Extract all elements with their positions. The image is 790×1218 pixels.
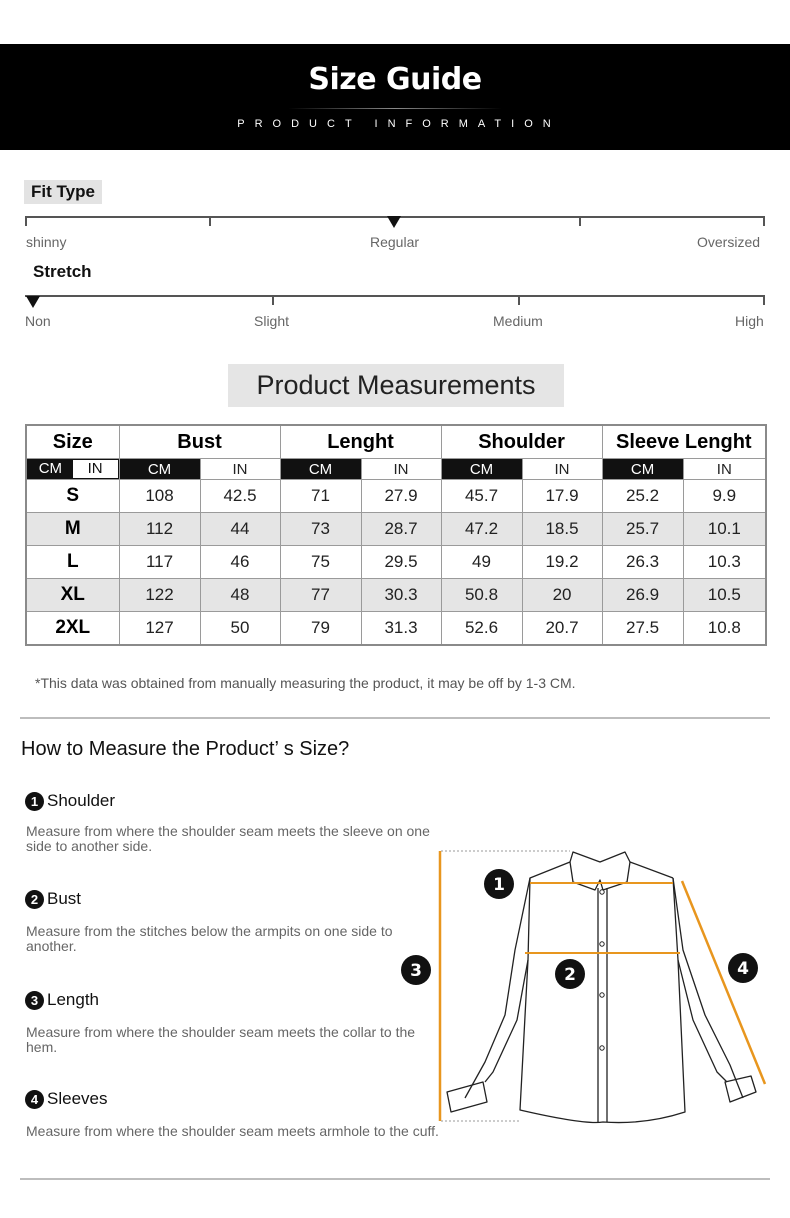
shirt-body xyxy=(520,878,685,1123)
step-length-desc: Measure from where the shoulder seam meets the collar to the hem. xyxy=(26,1024,416,1055)
shirt-collar xyxy=(570,852,630,890)
stretch-pointer-icon xyxy=(26,296,40,308)
fit-type-option-shinny: shinny xyxy=(26,234,67,250)
left-sleeve-inner xyxy=(485,960,528,1082)
howto-title: How to Measure the Product’ s Size? xyxy=(21,738,350,760)
unit-cm-label: CM xyxy=(602,459,683,480)
unit-in-label: IN xyxy=(522,459,602,480)
table-header-row xyxy=(26,425,766,459)
table-row xyxy=(26,612,766,646)
step-title-text: Bust xyxy=(47,889,82,908)
svg-text:1: 1 xyxy=(493,875,505,895)
cell-length-in: 29.5 xyxy=(361,546,441,579)
table-body xyxy=(26,480,766,646)
table-row xyxy=(26,513,766,546)
cell-shoulder-cm: 47.2 xyxy=(441,513,522,546)
cell-bust-cm: 108 xyxy=(119,480,200,513)
cell-sleeve-in: 10.3 xyxy=(683,546,766,579)
shirt-diagram-icon xyxy=(395,840,775,1130)
unit-in-label: IN xyxy=(73,460,118,478)
page-title: Size Guide xyxy=(308,62,482,97)
cell-length-cm: 75 xyxy=(280,546,361,579)
step-bust-desc: Measure from the stitches below the armpits on one side to another. xyxy=(26,923,393,954)
unit-in-label: IN xyxy=(200,459,280,480)
number-2-icon: 2 xyxy=(25,890,44,909)
shirt-button xyxy=(600,890,604,894)
column-header-bust: Bust xyxy=(119,425,280,459)
cell-size: M xyxy=(26,513,119,546)
measurement-note: *This data was obtained from manually measuring the product, it may be off by 1-3 CM. xyxy=(35,675,576,691)
cell-size: S xyxy=(26,480,119,513)
cell-sleeve-in: 9.9 xyxy=(683,480,766,513)
table-unit-row xyxy=(26,459,766,480)
cell-shoulder-in: 17.9 xyxy=(522,480,602,513)
unit-in-label: IN xyxy=(683,459,766,480)
marker-2-icon xyxy=(555,959,585,989)
cell-sleeve-cm: 25.7 xyxy=(602,513,683,546)
stretch-option-slight: Slight xyxy=(254,313,290,329)
cell-shoulder-in: 18.5 xyxy=(522,513,602,546)
number-3-icon: 3 xyxy=(25,991,44,1010)
right-cuff xyxy=(725,1076,756,1102)
cell-bust-cm: 112 xyxy=(119,513,200,546)
unit-cm-label: CM xyxy=(280,459,361,480)
fit-type-tick xyxy=(209,216,211,226)
unit-cm-label: CM xyxy=(119,459,200,480)
table-row xyxy=(26,480,766,513)
step-sleeves-title xyxy=(25,1089,107,1109)
fit-type-label: Fit Type xyxy=(24,180,102,204)
page-header xyxy=(0,44,790,150)
cell-sleeve-in: 10.1 xyxy=(683,513,766,546)
cell-length-in: 30.3 xyxy=(361,579,441,612)
cell-length-cm: 73 xyxy=(280,513,361,546)
cell-length-in: 27.9 xyxy=(361,480,441,513)
cell-shoulder-in: 20 xyxy=(522,579,602,612)
number-1-icon: 1 xyxy=(25,792,44,811)
table-row xyxy=(26,579,766,612)
stretch-tick xyxy=(763,295,765,305)
header-divider xyxy=(288,108,502,109)
column-header-shoulder: Shoulder xyxy=(441,425,602,459)
cell-length-in: 31.3 xyxy=(361,612,441,646)
step-shoulder-title xyxy=(25,791,115,811)
step-shoulder-desc: Measure from where the shoulder seam meets the sleeve on one side to another side. xyxy=(26,823,430,854)
fit-type-tick xyxy=(763,216,765,226)
cell-shoulder-cm: 45.7 xyxy=(441,480,522,513)
stretch-tick xyxy=(518,295,520,305)
cell-length-in: 28.7 xyxy=(361,513,441,546)
cell-bust-cm: 122 xyxy=(119,579,200,612)
cell-sleeve-in: 10.8 xyxy=(683,612,766,646)
shirt-button xyxy=(600,1046,604,1050)
right-sleeve-outer xyxy=(673,878,743,1098)
step-length-title xyxy=(25,990,99,1010)
unit-in-label: IN xyxy=(361,459,441,480)
number-4-icon: 4 xyxy=(25,1090,44,1109)
cell-sleeve-in: 10.5 xyxy=(683,579,766,612)
unit-cm-label: CM xyxy=(441,459,522,480)
cell-size: 2XL xyxy=(26,612,119,646)
size-unit-cell xyxy=(26,459,119,480)
cell-bust-cm: 127 xyxy=(119,612,200,646)
size-table xyxy=(25,424,767,646)
cell-length-cm: 79 xyxy=(280,612,361,646)
marker-3-icon xyxy=(401,955,431,985)
column-header-length: Lenght xyxy=(280,425,441,459)
step-title-text: Length xyxy=(47,990,99,1009)
section-divider xyxy=(20,717,770,719)
stretch-option-non: Non xyxy=(25,313,51,329)
fit-type-tick xyxy=(25,216,27,226)
left-sleeve-outer xyxy=(465,862,570,1098)
step-sleeves-desc: Measure from where the shoulder seam meets armhole to the cuff. xyxy=(26,1123,439,1139)
cell-shoulder-cm: 52.6 xyxy=(441,612,522,646)
step-title-text: Sleeves xyxy=(47,1089,108,1108)
step-title-text: Shoulder xyxy=(47,791,116,810)
column-header-sleeve: Sleeve Lenght xyxy=(602,425,766,459)
table-row xyxy=(26,546,766,579)
cell-sleeve-cm: 25.2 xyxy=(602,480,683,513)
marker-1-icon xyxy=(484,869,514,899)
cell-length-cm: 71 xyxy=(280,480,361,513)
unit-cm-label: CM xyxy=(28,460,73,478)
stretch-tick xyxy=(272,295,274,305)
step-bust-title xyxy=(25,889,81,909)
fit-type-option-oversized: Oversized xyxy=(697,234,761,250)
cell-shoulder-cm: 50.8 xyxy=(441,579,522,612)
measurements-heading: Product Measurements xyxy=(228,364,564,407)
stretch-label: Stretch xyxy=(33,262,92,281)
cell-bust-in: 50 xyxy=(200,612,280,646)
right-sleeve-inner xyxy=(678,960,727,1082)
fit-type-option-regular: Regular xyxy=(370,234,420,250)
marker-4-icon xyxy=(728,953,758,983)
column-header-size: Size xyxy=(26,425,119,459)
fit-type-pointer-icon xyxy=(387,216,401,228)
cell-bust-in: 48 xyxy=(200,579,280,612)
left-cuff xyxy=(447,1082,487,1112)
shirt-button xyxy=(600,942,604,946)
shirt-button xyxy=(600,993,604,997)
cell-shoulder-in: 19.2 xyxy=(522,546,602,579)
cell-size: L xyxy=(26,546,119,579)
page-subtitle: PRODUCT INFORMATION xyxy=(237,118,561,130)
cell-bust-cm: 117 xyxy=(119,546,200,579)
fit-type-tick xyxy=(579,216,581,226)
cell-bust-in: 46 xyxy=(200,546,280,579)
cell-sleeve-cm: 26.3 xyxy=(602,546,683,579)
cell-bust-in: 42.5 xyxy=(200,480,280,513)
footer-divider xyxy=(20,1178,770,1180)
cell-length-cm: 77 xyxy=(280,579,361,612)
cell-size: XL xyxy=(26,579,119,612)
cell-shoulder-in: 20.7 xyxy=(522,612,602,646)
svg-text:2: 2 xyxy=(564,965,576,985)
stretch-option-high: High xyxy=(735,313,764,329)
stretch-option-medium: Medium xyxy=(493,313,543,329)
right-shoulder xyxy=(630,862,673,878)
svg-text:3: 3 xyxy=(410,961,422,981)
cell-sleeve-cm: 26.9 xyxy=(602,579,683,612)
svg-text:4: 4 xyxy=(737,959,749,979)
cell-sleeve-cm: 27.5 xyxy=(602,612,683,646)
stretch-scale xyxy=(25,295,765,297)
cell-shoulder-cm: 49 xyxy=(441,546,522,579)
cell-bust-in: 44 xyxy=(200,513,280,546)
